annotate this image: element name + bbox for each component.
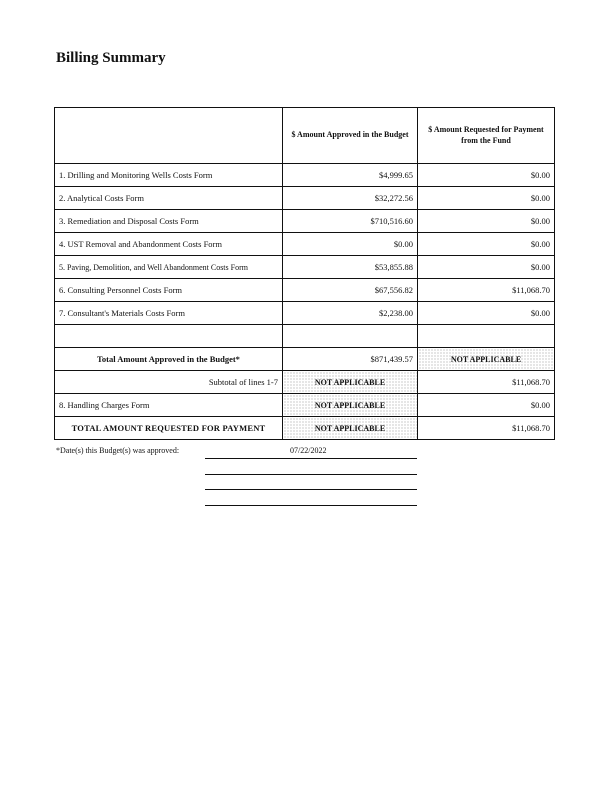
budget-date-label: *Date(s) this Budget(s) was approved: xyxy=(56,446,180,455)
row-approved: $4,999.65 xyxy=(283,164,418,187)
blank-cell xyxy=(418,325,555,348)
grand-total-requested-value: $11,068.70 xyxy=(418,417,555,440)
header-amount-approved: $ Amount Approved in the Budget xyxy=(283,108,418,164)
grand-total-row xyxy=(55,417,555,440)
header-blank xyxy=(55,108,283,164)
row-label: 2. Analytical Costs Form xyxy=(55,187,283,210)
billing-summary-table xyxy=(54,107,555,440)
row-approved: $67,556.82 xyxy=(283,279,418,302)
row-label: 3. Remediation and Disposal Costs Form xyxy=(55,210,283,233)
table-row xyxy=(55,187,555,210)
row-approved: $53,855.88 xyxy=(283,256,418,279)
total-requested-na: NOT APPLICABLE xyxy=(418,348,555,371)
total-approved-row xyxy=(55,348,555,371)
row-approved: $32,272.56 xyxy=(283,187,418,210)
page-title: Billing Summary xyxy=(56,50,166,66)
row-approved: $2,238.00 xyxy=(283,302,418,325)
table-row xyxy=(55,302,555,325)
table-row xyxy=(55,233,555,256)
blank-cell xyxy=(283,325,418,348)
handling-label: 8. Handling Charges Form xyxy=(55,394,283,417)
signature-line xyxy=(205,489,417,490)
row-label: 1. Drilling and Monitoring Wells Costs Form xyxy=(55,164,283,187)
total-approved-value: $871,439.57 xyxy=(283,348,418,371)
grand-total-label: TOTAL AMOUNT REQUESTED FOR PAYMENT xyxy=(55,417,283,440)
blank-row xyxy=(55,325,555,348)
header-amount-requested: $ Amount Requested for Payment from the Fund xyxy=(418,108,555,164)
row-requested: $0.00 xyxy=(418,187,555,210)
row-label: 7. Consultant's Materials Costs Form xyxy=(55,302,283,325)
handling-approved-na: NOT APPLICABLE xyxy=(283,394,418,417)
row-requested: $0.00 xyxy=(418,233,555,256)
grand-total-approved-na: NOT APPLICABLE xyxy=(283,417,418,440)
row-label: 5. Paving, Demolition, and Well Abandonment Costs Form xyxy=(55,256,283,279)
row-requested: $0.00 xyxy=(418,210,555,233)
table-row xyxy=(55,256,555,279)
handling-row xyxy=(55,394,555,417)
signature-line xyxy=(205,505,417,506)
total-approved-label: Total Amount Approved in the Budget* xyxy=(55,348,283,371)
table-row xyxy=(55,164,555,187)
row-label: 4. UST Removal and Abandonment Costs Form xyxy=(55,233,283,256)
table-row xyxy=(55,279,555,302)
row-approved: $710,516.60 xyxy=(283,210,418,233)
table-row xyxy=(55,210,555,233)
subtotal-approved-na: NOT APPLICABLE xyxy=(283,371,418,394)
signature-line xyxy=(205,474,417,475)
row-approved: $0.00 xyxy=(283,233,418,256)
row-label: 6. Consulting Personnel Costs Form xyxy=(55,279,283,302)
subtotal-row xyxy=(55,371,555,394)
row-requested: $11,068.70 xyxy=(418,279,555,302)
row-requested: $0.00 xyxy=(418,256,555,279)
row-requested: $0.00 xyxy=(418,302,555,325)
row-requested: $0.00 xyxy=(418,164,555,187)
subtotal-requested-value: $11,068.70 xyxy=(418,371,555,394)
budget-date-value: 07/22/2022 xyxy=(290,446,327,455)
table-header-row xyxy=(55,108,555,164)
signature-line xyxy=(205,458,417,459)
handling-requested-value: $0.00 xyxy=(418,394,555,417)
blank-cell xyxy=(55,325,283,348)
subtotal-label: Subtotal of lines 1-7 xyxy=(55,371,283,394)
